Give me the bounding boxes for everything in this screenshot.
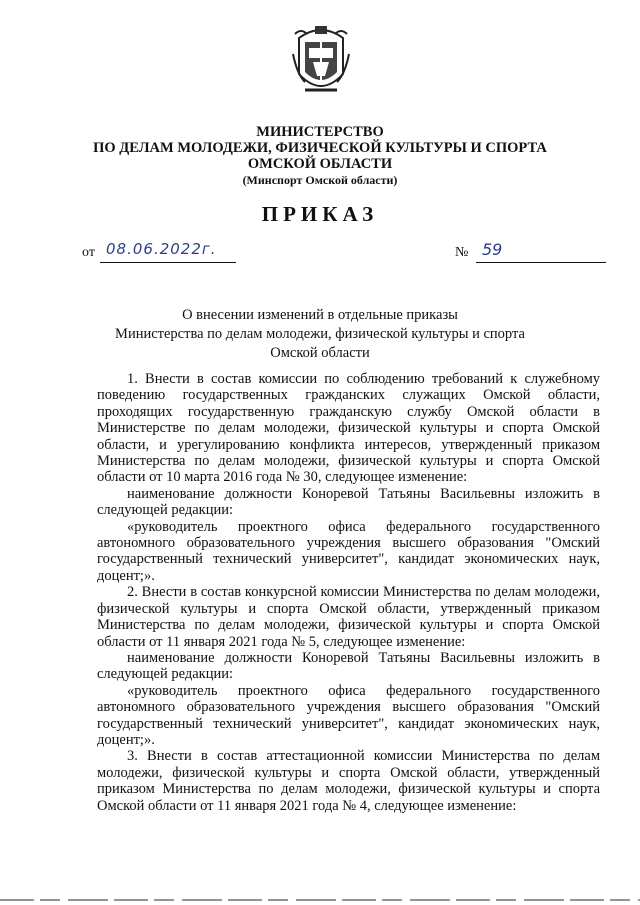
order-date: 08.06.2022г.: [100, 240, 236, 263]
paragraph: 2. Внести в состав конкурсной комиссии Министерства по делам молодежи, физической культуры и спорта Омской области, утвержденный приказом Министерства по делам молодежи, физической культуры и спорта Омской области от 11 января 2021 года № 5, следующее изменение:: [97, 584, 600, 650]
page-edge-dashes: [0, 895, 640, 905]
order-title: ПРИКАЗ: [261, 202, 379, 226]
ministry-short-name: (Минспорт Омской области): [242, 173, 398, 187]
paragraph: наименование должности Коноревой Татьяны Васильевны изложить в следующей редакции:: [97, 649, 600, 683]
paragraph: «руководитель проектного офиса федерального государственного автономного образовательного учреждения высшего образования "Омский государственный технический университет", кандидат экономических наук, доцент;».: [97, 682, 600, 748]
paragraph: 3. Внести в состав аттестационной комиссии Министерства по делам молодежи, физической культуры и спорта Омской области, утвержденный приказом Министерства по делам молодежи, физической культуры и спорта Омской области от 11 января 2021 года № 4, следующее изменение:: [97, 748, 600, 814]
ministry-title-line3: ОМСКОЙ ОБЛАСТИ: [247, 156, 393, 172]
date-prefix: от: [82, 245, 95, 260]
paragraph: 1. Внести в состав комиссии по соблюдению требований к служебному поведению государственных гражданских служащих Омской области, проходящих государственную гражданскую службу Омской области в Министерстве по делам молодежи, физической культуры и спорта Омской области, и урегулированию конфликта интересов, утвержденный приказом Министерства по делам молодежи, физической культуры и спорта Омской области от 10 марта 2016 года № 30, следующее изменение:: [97, 371, 600, 486]
ministry-title-line1: МИНИСТЕРСТВО: [256, 124, 384, 140]
number-prefix: №: [455, 245, 469, 260]
subject-line: Омской области: [270, 345, 370, 361]
paragraph: «руководитель проектного офиса федерального государственного автономного образовательного учреждения высшего образования "Омский государственный технический университет", кандидат экономических наук, доцент;».: [97, 518, 600, 584]
order-number: 59: [476, 240, 606, 263]
subject-line: Министерства по делам молодежи, физической культуры и спорта: [115, 326, 525, 342]
order-body: [97, 371, 600, 814]
subject-line: О внесении изменений в отдельные приказы: [182, 307, 458, 323]
paragraph: наименование должности Коноревой Татьяны Васильевны изложить в следующей редакции:: [97, 485, 600, 519]
order-subject: [80, 306, 560, 363]
coat-of-arms-emblem: [291, 24, 351, 98]
ministry-title-line2: ПО ДЕЛАМ МОЛОДЕЖИ, ФИЗИЧЕСКОЙ КУЛЬТУРЫ И СПОРТА: [93, 140, 547, 156]
